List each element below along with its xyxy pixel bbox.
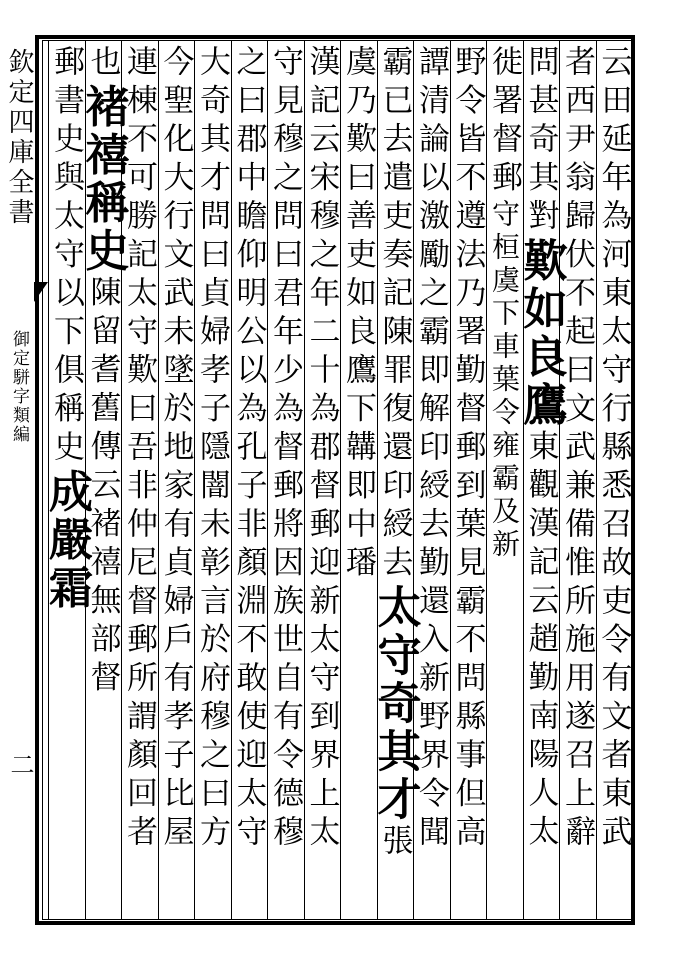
- column-text: 云田延年為河東太守行縣悉召故吏令有文者東武: [595, 45, 632, 854]
- column-text: 漢記云宋穆之年二十為郡督郵迎新太守到界上太: [303, 45, 340, 854]
- text-column: [41, 45, 92, 915]
- column-text: 璠: [340, 545, 376, 584]
- column-text: 守見穆之問曰君年少為督郵將因族世自有令德穆: [267, 45, 303, 854]
- margin-chapter-label: 御定駢字類編: [9, 330, 29, 444]
- column-text: 守桓虞下車葉令雍霸及新: [488, 199, 521, 562]
- column-text: 也: [84, 45, 121, 84]
- margin-strip: [0, 0, 40, 968]
- column-text: 譚清論以激勵之霸即解印綬去勤還入新野界令聞: [413, 45, 449, 854]
- column-text: 張: [376, 824, 413, 863]
- column-text: 連棟不可勝記太守歎曰吾非仲尼督郵所謂顏回者: [121, 45, 157, 854]
- column-text: 今聖化大行文武未墜於地家有貞婦戶有孝子比屋: [157, 45, 194, 854]
- column-text: 之曰郡中瞻仰明公以為孔子非顏淵不敢使迎太守: [230, 45, 267, 854]
- column-text: 大奇其才問曰貞婦孝子隱闇未彰言於府穆之曰方: [194, 45, 230, 854]
- column-text: 陳留耆舊傳云褚禧無部督: [84, 275, 121, 699]
- column-text: 野令皆不遵法乃署勤督郵到葉見霸不問縣事但高: [449, 45, 486, 854]
- column-text: 東觀漢記云趙勤南陽人太: [522, 429, 559, 853]
- column-text: 徙署督郵: [486, 45, 522, 199]
- entry-heading: 太守奇其才: [369, 584, 421, 824]
- margin-book-title: 欽定四庫全書: [4, 48, 34, 228]
- column-text: 者西尹翁歸伏不起曰文武兼備惟所施用遂召上辭: [559, 45, 595, 854]
- entry-heading: 褚禧稱史: [77, 83, 129, 276]
- entry-heading: 成嚴霜: [41, 468, 92, 613]
- margin-page-number: 二: [6, 752, 34, 776]
- column-text: 問甚奇其對: [522, 45, 559, 238]
- entry-heading: 歎如良鷹: [515, 237, 567, 430]
- column-text: 郵書史與太守以下俱稱史: [48, 45, 84, 469]
- column-text: 虞乃歎曰善吏如良鷹下韝即中: [340, 45, 376, 546]
- column-text: 霸已去遣吏奏記陳罪復還印綬去: [376, 45, 413, 584]
